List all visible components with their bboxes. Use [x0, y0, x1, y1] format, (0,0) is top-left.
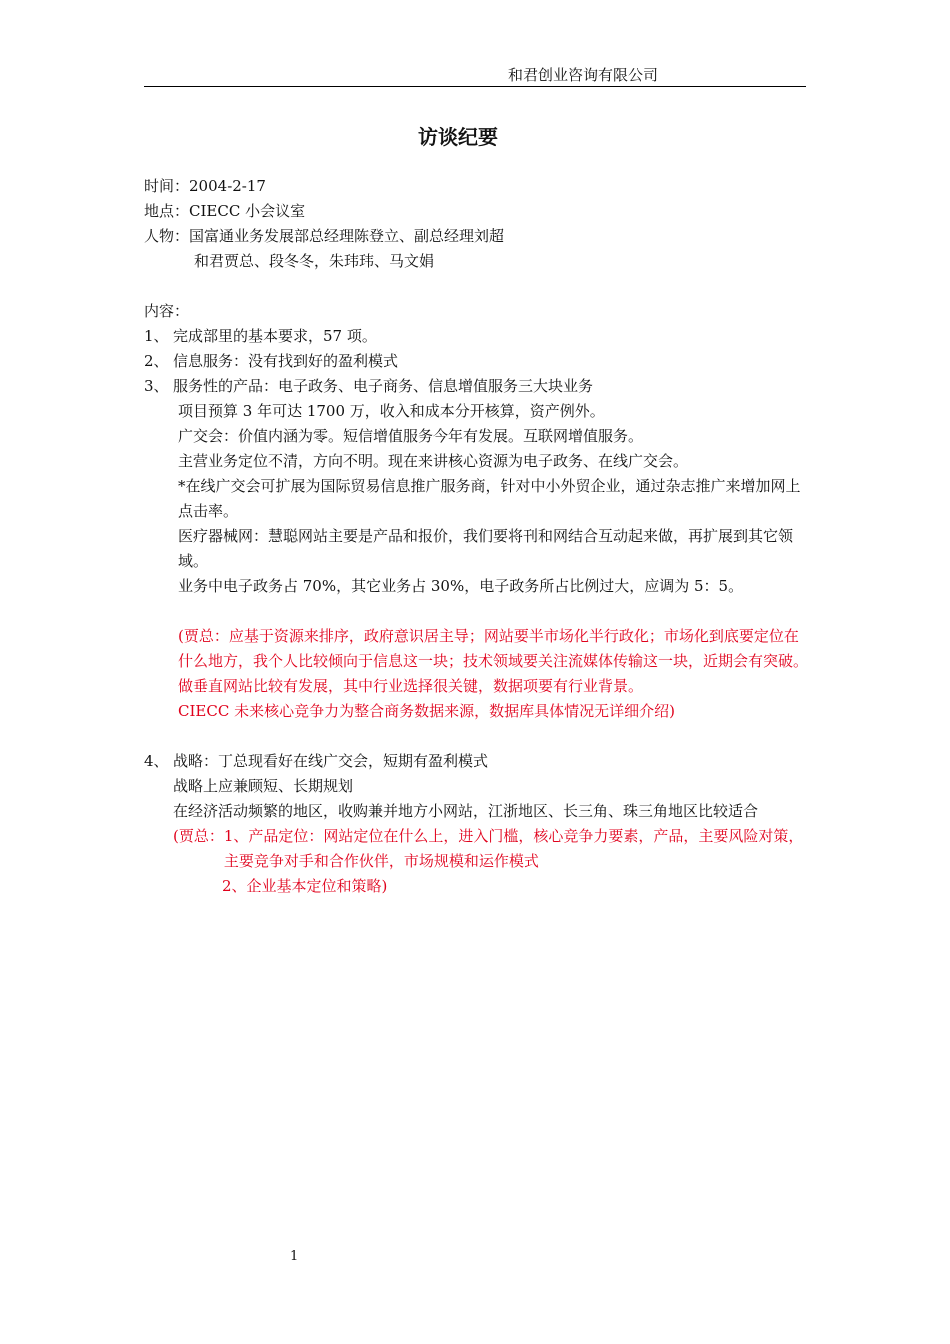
item3-sub-3: 主营业务定位不清，方向不明。现在来讲核心资源为电子政务、在线广交会。 [178, 452, 689, 470]
page-number: 1 [290, 1249, 299, 1264]
item4-comment: (贾总： 1、产品定位：网站定位在什么上，进入门槛，核心竞争力要素，产品，主要风险对策，主要竞争对手和合作伙伴，市场规模和运作模式 [144, 824, 808, 874]
header-company: 和君创业咨询有限公司 [508, 66, 659, 84]
header-rule [144, 86, 806, 87]
page-title: 访谈纪要 [418, 125, 498, 149]
list-item-4: 4、 战略：丁总现看好在线广交会，短期有盈利模式 [144, 752, 489, 770]
item3-sub-4: *在线广交会可扩展为国际贸易信息推广服务商，针对中小外贸企业，通过杂志推广来增加网上点击率。 [178, 477, 801, 520]
item3-comment-1: (贾总：应基于资源来排序，政府意识居主导；网站要半市场化半行政化；市场化到底要定位在什么地方，我个人比较倾向于信息这一块；技术领域要关注流媒体传输这一块，近期会有突破。做垂直网站比较有发展，其中行业选择很关键，数据项要有行业背景。 [178, 627, 809, 695]
item3-sub-6: 业务中电子政务占 70%，其它业务占 30%，电子政务所占比例过大，应调为 5：5。 [178, 577, 744, 595]
item4-sub-2: 在经济活动频繁的地区，收购兼并地方小网站，江浙地区、长三角、珠三角地区比较适合 [173, 802, 759, 820]
meta-place: 地点：CIECC 小会议室 [144, 202, 306, 220]
item3-sub-2: 广交会：价值内涵为零。短信增值服务今年有发展。互联网增值服务。 [178, 427, 644, 445]
document-body [144, 174, 808, 899]
item3-sub-1: 项目预算 3 年可达 1700 万，收入和成本分开核算，资产例外。 [178, 402, 605, 420]
list-item-2: 2、 信息服务：没有找到好的盈利模式 [144, 352, 399, 370]
item4-comment-2: 2、企业基本定位和策略) [222, 877, 388, 895]
meta-people-2: 和君贾总、段冬冬，朱玮玮、马文娟 [194, 252, 435, 270]
list-item-3: 3、 服务性的产品：电子政务、电子商务、信息增值服务三大块业务 [144, 377, 594, 395]
meta-people: 人物：国富通业务发展部总经理陈登立、副总经理刘超 [144, 227, 505, 245]
list-item-1: 1、 完成部里的基本要求，57 项。 [144, 327, 377, 345]
content-label: 内容： [144, 302, 190, 320]
item3-sub-5: 医疗器械网：慧聪网站主要是产品和报价，我们要将刊和网结合互动起来做，再扩展到其它领域。 [178, 527, 794, 570]
item4-sub-1: 战略上应兼顾短、长期规划 [173, 777, 354, 795]
item3-comment-2: CIECC 未来核心竞争力为整合商务数据来源，数据库具体情况无详细介绍) [178, 702, 675, 720]
meta-time: 时间：2004-2-17 [144, 177, 266, 195]
item4-comment-1: 1、产品定位：网站定位在什么上，进入门槛，核心竞争力要素，产品，主要风险对策，主要竞争对手和合作伙伴，市场规模和运作模式 [223, 827, 804, 870]
